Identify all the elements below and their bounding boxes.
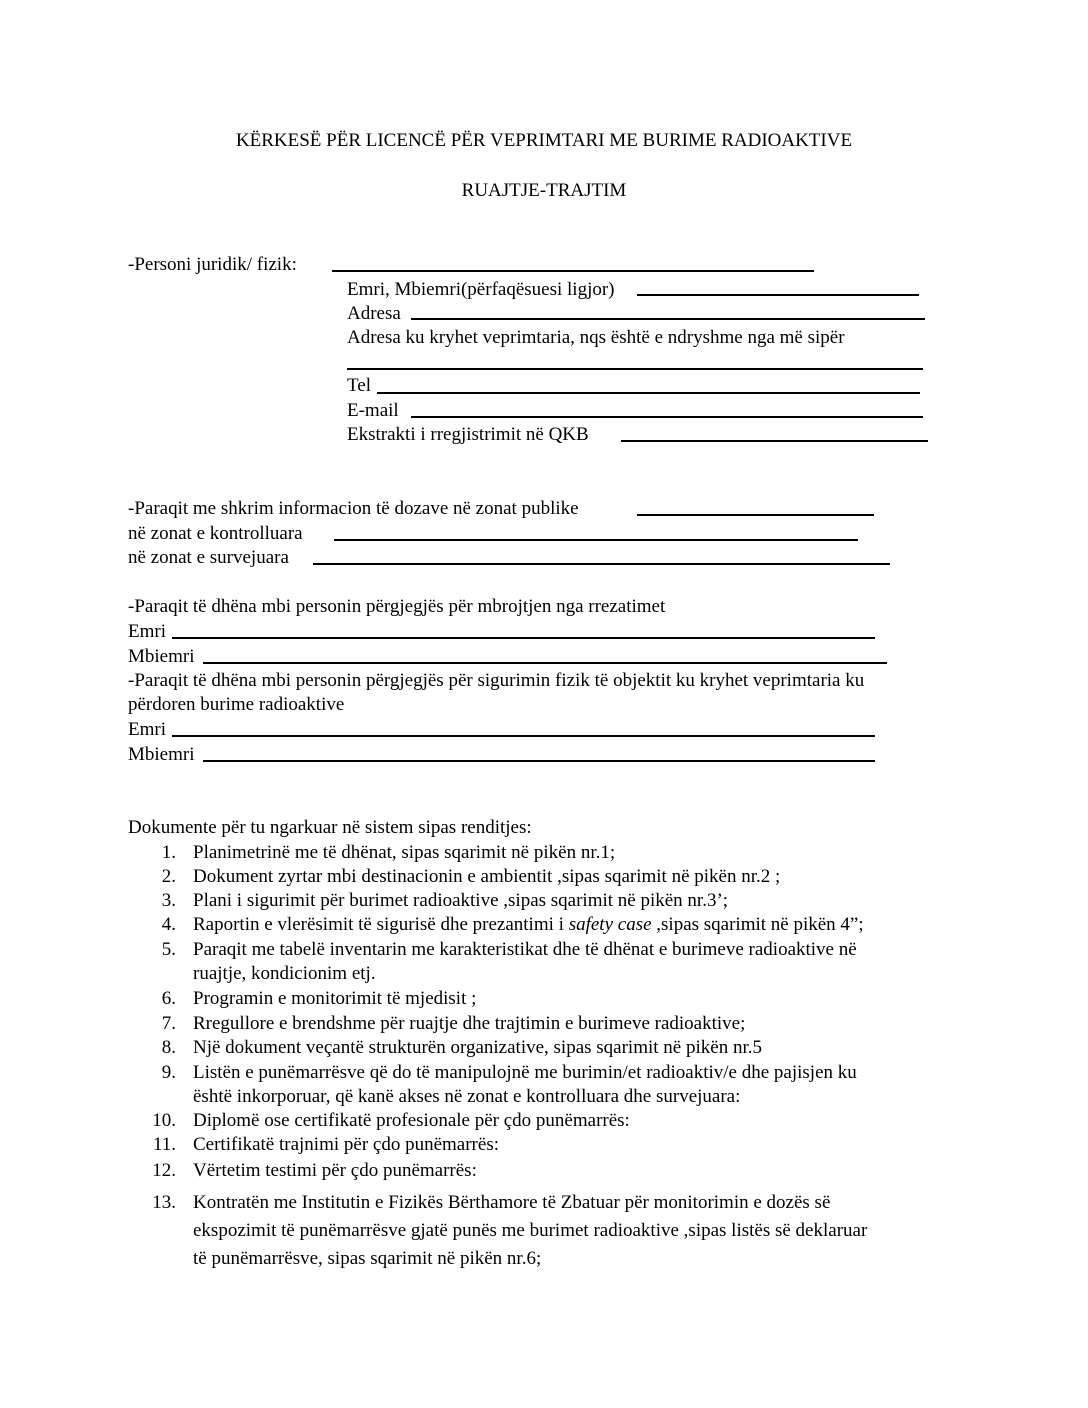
document-item-text xyxy=(193,914,864,936)
documents-heading: Dokumente për tu ngarkuar në sistem sipas renditjes: xyxy=(128,817,532,838)
document-item-line: ruajtje, kondicionim etj. xyxy=(193,963,376,984)
qkb-label: Ekstrakti i rregjistrimit në QKB xyxy=(347,424,589,445)
document-item-text xyxy=(193,842,615,864)
document-item-after: ,sipas sqarimit në pikën 4”; xyxy=(651,914,864,935)
activity-address-label: Adresa ku kryhet veprimtaria, nqs është e ndryshme nga më sipër xyxy=(347,327,845,348)
document-item-number: 5. xyxy=(161,939,176,960)
document-item-text xyxy=(193,1220,867,1242)
document-item-line: Rregullore e brendshme për ruajtje dhe trajtimin e burimeve radioaktive; xyxy=(193,1013,746,1034)
document-item-line: Certifikatë trajnimi për çdo punëmarrës: xyxy=(193,1134,499,1155)
doses-supervised-label: në zonat e survejuara xyxy=(128,547,289,568)
document-item-text xyxy=(193,939,857,961)
address-label: Adresa xyxy=(347,303,401,324)
document-item-text xyxy=(193,1110,630,1132)
document-item-line: Listën e punëmarrësve që do të manipulojnë me burimin/et radioaktiv/e dhe pajisjen ku xyxy=(193,1062,857,1083)
document-item-line: Kontratën me Institutin e Fizikës Bërthamore të Zbatuar për monitorimin e dozës së xyxy=(193,1192,831,1213)
page-subtitle: RUAJTJE-TRAJTIM xyxy=(461,180,627,201)
tel-field[interactable] xyxy=(377,392,920,394)
document-item-number: 8. xyxy=(161,1037,176,1058)
doses-public-field[interactable] xyxy=(637,514,874,516)
document-item-line: të punëmarrësve, sipas sqarimit në pikën nr.6; xyxy=(193,1248,542,1269)
document-item-text xyxy=(193,988,476,1010)
security-officer-first-field[interactable] xyxy=(172,735,875,737)
document-item-number: 1. xyxy=(161,842,176,863)
doses-controlled-field[interactable] xyxy=(334,539,858,541)
radiation-officer-last-field[interactable] xyxy=(203,662,887,664)
email-field[interactable] xyxy=(411,416,923,418)
document-item-line: Raportin e vlerësimit të sigurisë dhe prezantimi i xyxy=(193,914,569,935)
radiation-officer-heading: -Paraqit të dhëna mbi personin përgjegjës për mbrojtjen nga rrezatimet xyxy=(128,596,666,617)
radiation-officer-first-field[interactable] xyxy=(172,637,875,639)
document-item-text xyxy=(193,866,780,888)
applicant-field[interactable] xyxy=(332,270,814,272)
document-item-italic: safety case xyxy=(568,914,652,935)
document-item-text xyxy=(193,1062,857,1084)
document-item-text xyxy=(193,1160,477,1182)
document-item-number: 9. xyxy=(161,1062,176,1083)
document-item-number: 6. xyxy=(161,988,176,1009)
doses-supervised-field[interactable] xyxy=(313,563,890,565)
document-item-number: 2. xyxy=(161,866,176,887)
document-item-line: Dokument zyrtar mbi destinacionin e ambientit ,sipas sqarimit në pikën nr.2 ; xyxy=(193,866,781,887)
document-item-line: është inkorporuar, që kanë akses në zonat e kontrolluara dhe survejuara: xyxy=(193,1086,741,1107)
page-title: KËRKESË PËR LICENCË PËR VEPRIMTARI ME BURIME RADIOAKTIVE xyxy=(235,130,853,151)
security-officer-heading-2: përdoren burime radioaktive xyxy=(128,694,345,715)
document-item-line: Programin e monitorimit të mjedisit ; xyxy=(193,988,477,1009)
radiation-officer-first-label: Emri xyxy=(128,621,166,642)
security-officer-first-label: Emri xyxy=(128,719,166,740)
document-item-text xyxy=(193,1192,830,1214)
applicant-label: -Personi juridik/ fizik: xyxy=(128,254,297,275)
document-item-text xyxy=(193,1013,745,1035)
document-item-number: 10. xyxy=(152,1110,176,1131)
document-item-number: 7. xyxy=(161,1013,176,1034)
doses-controlled-label: në zonat e kontrolluara xyxy=(128,523,303,544)
tel-label: Tel xyxy=(347,375,371,396)
activity-address-field[interactable] xyxy=(347,368,923,370)
document-item-number: 12. xyxy=(152,1160,176,1181)
security-officer-heading-1: -Paraqit të dhëna mbi personin përgjegjës për sigurimin fizik të objektit ku kryhet veprimtaria ku xyxy=(128,670,865,691)
document-item-line: Diplomë ose certifikatë profesionale për çdo punëmarrës: xyxy=(193,1110,630,1131)
document-item-text xyxy=(193,963,376,985)
document-item-number: 13. xyxy=(152,1192,176,1213)
document-item-number: 11. xyxy=(152,1134,176,1155)
document-item-line: ekspozimit të punëmarrësve gjatë punës me burimet radioaktive ,sipas listës së deklaruar xyxy=(193,1220,868,1241)
document-item-line: Planimetrinë me të dhënat, sipas sqarimit në pikën nr.1; xyxy=(193,842,616,863)
document-item-number: 3. xyxy=(161,890,176,911)
document-item-text xyxy=(193,1037,762,1059)
email-label: E-mail xyxy=(347,400,399,421)
security-officer-last-field[interactable] xyxy=(203,760,875,762)
security-officer-last-label: Mbiemri xyxy=(128,744,195,765)
document-item-text xyxy=(193,890,728,912)
qkb-field[interactable] xyxy=(621,440,928,442)
document-item-text xyxy=(193,1248,541,1270)
document-item-line: Plani i sigurimit për burimet radioaktive ,sipas sqarimit në pikën nr.3’; xyxy=(193,890,729,911)
document-item-line: Një dokument veçantë strukturën organizative, sipas sqarimit në pikën nr.5 xyxy=(193,1037,762,1058)
document-item-line: Vërtetim testimi për çdo punëmarrës: xyxy=(193,1160,477,1181)
legal-rep-label: Emri, Mbiemri(përfaqësuesi ligjor) xyxy=(347,279,615,300)
radiation-officer-last-label: Mbiemri xyxy=(128,646,195,667)
address-field[interactable] xyxy=(411,318,925,320)
document-item-text xyxy=(193,1086,740,1108)
legal-rep-field[interactable] xyxy=(637,294,919,296)
doses-public-label: -Paraqit me shkrim informacion të dozave në zonat publike xyxy=(128,498,579,519)
document-item-text xyxy=(193,1134,499,1156)
document-item-line: Paraqit me tabelë inventarin me karakteristikat dhe të dhënat e burimeve radioaktive në xyxy=(193,939,857,960)
document-item-number: 4. xyxy=(161,914,176,935)
